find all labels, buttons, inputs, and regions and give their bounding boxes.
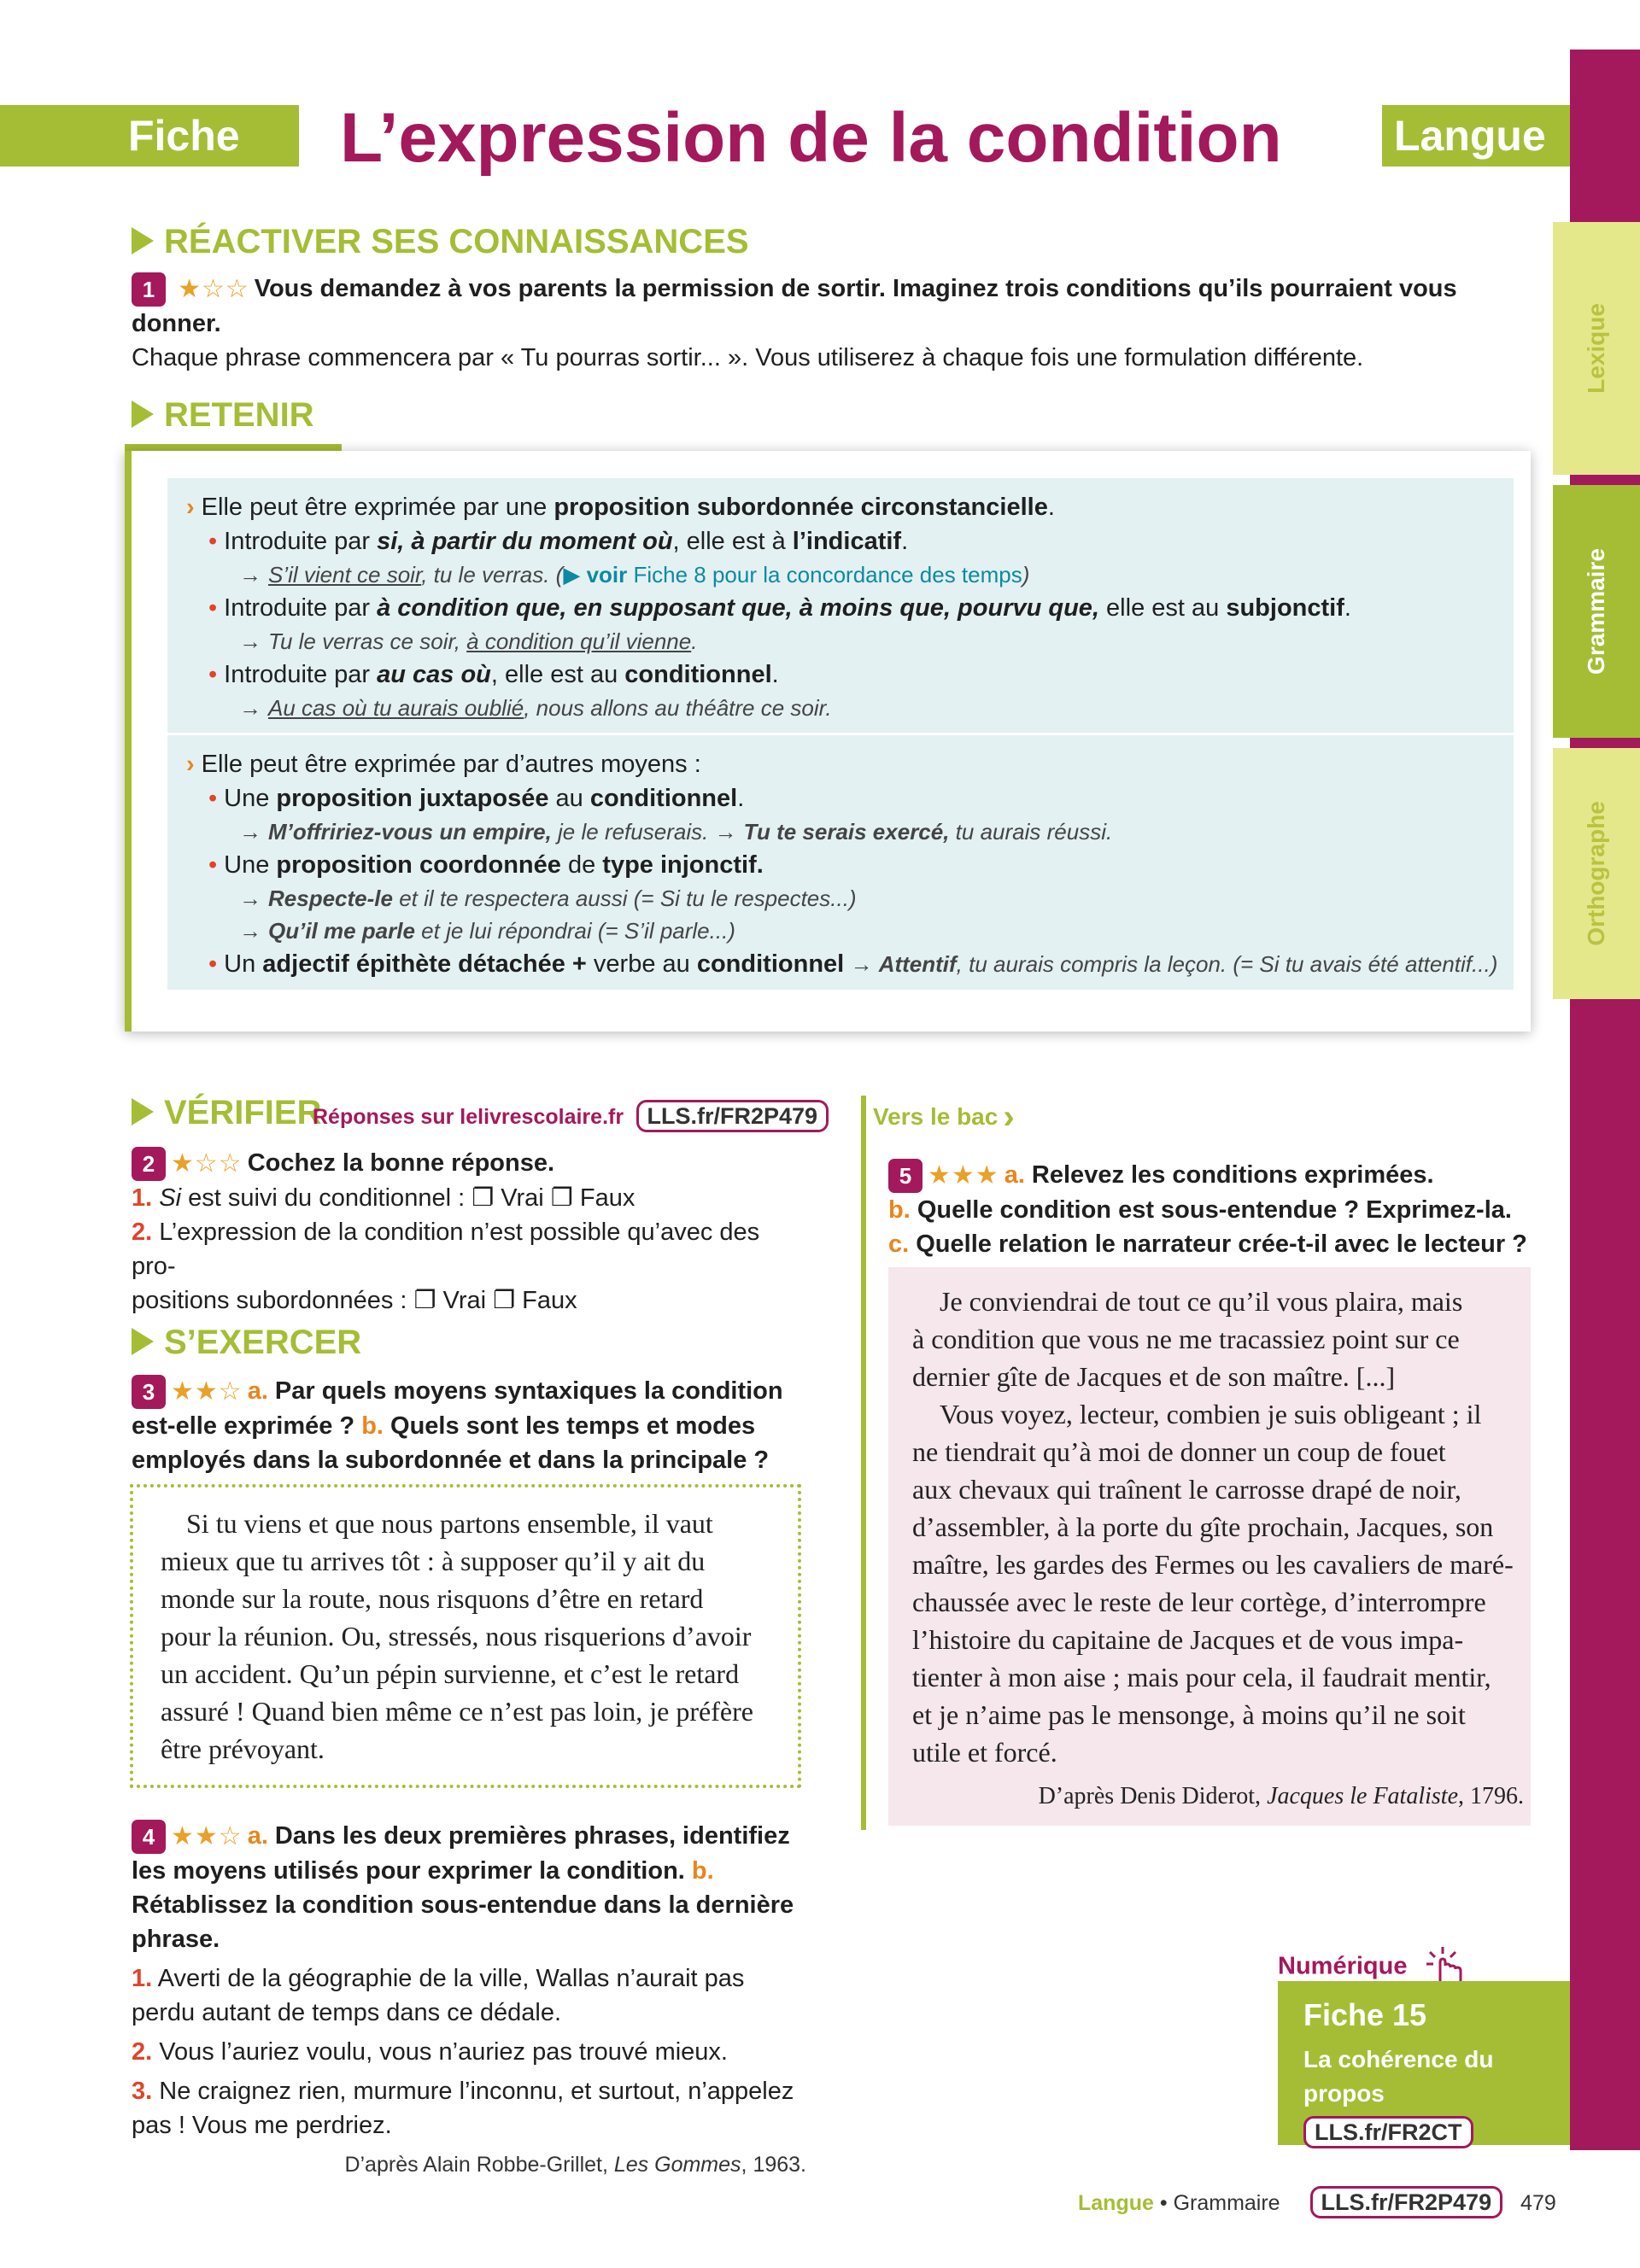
reactiver-heading (132, 220, 749, 263)
voir-link[interactable]: ▶ voir (563, 562, 628, 587)
list-item: 3. Ne craignez rien, murmure l’inconnu, et surtout, n’appelez pas ! Vous me perdriez. (132, 2078, 794, 2140)
rule-item: • Introduite par au cas où, elle est au conditionnel. (208, 661, 779, 688)
fiche-15-title: Fiche 15 (1303, 1997, 1427, 2032)
retenir-accent (125, 444, 342, 451)
rule-example: → S’il vient ce soir, tu le verras. (▶ voir Fiche 8 pour la concordance des temps) (239, 562, 1030, 587)
triangle-icon (132, 227, 154, 254)
retenir-content (167, 478, 1514, 990)
question-1: 1. Si est suivi du conditionnel : ❐ Vrai ❐ Faux (132, 1184, 636, 1213)
retenir-heading (132, 394, 314, 436)
bac-bar (861, 1096, 866, 1830)
lls-link[interactable]: LLS.fr/FR2P479 (636, 1100, 829, 1132)
rule-line: › Elle peut être exprimée par une proposition subordonnée circonstancielle. (186, 494, 1055, 521)
list-item: 2. Vous l’auriez voulu, vous n’auriez pas trouvé mieux. (132, 2038, 728, 2066)
section-badge: Langue (1382, 105, 1570, 167)
rule-item: • Introduite par si, à partir du moment où, elle est à l’indicatif. (208, 528, 909, 555)
triangle-icon (132, 400, 154, 428)
reactiver-heading-label: RÉACTIVER SES CONNAISSANCES (164, 223, 749, 260)
exercise-1 (132, 272, 1515, 375)
tab-grammaire[interactable] (1553, 485, 1640, 738)
retenir-part-1 (167, 478, 1514, 733)
tab-orthographe[interactable] (1553, 748, 1640, 999)
footer-section: Langue (1078, 2191, 1154, 2215)
source-credit: D’après Alain Robbe-Grillet, Les Gommes, 1963. (344, 2153, 806, 2177)
list-item: 1. Averti de la géographie de la ville, Wallas n’aurait pas perdu autant de temps dans ce dédale. (132, 1965, 745, 2027)
exercise-instruction: Cochez la bonne réponse. (247, 1149, 555, 1177)
page-title: L’expression de la condition (340, 99, 1282, 177)
rule-example: → Au cas où tu aurais oublié, nous allons au théâtre ce soir. (239, 695, 832, 721)
fiche-8-link[interactable]: Fiche 8 pour la concordance des temps (627, 562, 1022, 587)
exercer-heading-label: S’EXERCER (164, 1324, 362, 1361)
difficulty-stars-icon: ★★☆ (171, 1377, 243, 1406)
excerpt-text-diderot: Je conviendrai de tout ce qu’il vous plaira, mais à condition que vous ne me tracassiez point sur ce dernier gîte de Jacques et de son maître. [...] Vous voyez, lecteur, combien je suis obligeant ; il ne tiendrait qu’à moi de donner un coup de fouet aux chevaux qui traînent le carrosse drapé de noir, d’assembler, à la porte du gîte prochain, Jacques, son maître, les gardes des Fermes ou les cavaliers de maré- chaussée avec le reste de leur cortège, d’interrompre l’histoire du capitaine de Jacques et de vous impa- tienter à mon aise ; mais pour cela, il faudrait mentir, et je n’aime pas le mensonge, à moins qu’il ne soit utile et forcé. D’après Denis Diderot, Jacques le Fataliste, 1796. (912, 1283, 1524, 1815)
exercise-instruction: Vous demandez à vos parents la permission de sortir. Imaginez trois conditions qu’ils pourraient vous donner. (132, 275, 1457, 338)
difficulty-stars-icon: ★★★ (928, 1161, 999, 1190)
numerique-label: Numérique (1278, 1944, 1467, 1991)
difficulty-stars-icon: ★★☆ (171, 1822, 243, 1851)
question-2: 2. L’expression de la condition n’est possible qu’avec des pro- positions subordonnées : ❐ Vrai ❐ Faux (132, 1219, 760, 1315)
tab-grammaire-label: Grammaire (1583, 548, 1609, 675)
exercise-number: 2 (132, 1147, 166, 1181)
rule-example: → Qu’il me parle et je lui répondrai (= S’il parle...) (239, 918, 735, 944)
exercise-4: 4 ★★☆ a. Dans les deux premières phrases, identifiez les moyens utilisés pour exprimer la condition. b. Rétablissez la condition sous-entendue dans la dernière phrase. 1. Averti de la géographie de la ville, Wallas n’aurait pas perdu autant de temps dans ce dédale. 2. Vous l’auriez voulu, vous n’auriez pas trouvé mieux. 3. Ne craignez rien, murmure l’inconnu, et surtout, n’appelez pas ! Vous me perdriez. D’après Alain Robbe-Grillet, Les Gommes, 1963. (132, 1819, 806, 2182)
answers-line (313, 1100, 829, 1132)
source-credit: D’après Denis Diderot, Jacques le Fataliste, 1796. (1038, 1783, 1524, 1809)
fiche-badge: Fiche 14 (0, 105, 299, 167)
triangle-icon (132, 1328, 154, 1355)
difficulty-stars-icon: ★☆☆ (178, 275, 249, 304)
tab-orthographe-label: Orthographe (1583, 801, 1609, 946)
excerpt-text: Si tu viens et que nous partons ensemble, il vaut mieux que tu arrives tôt : à supposer qu’il y ait du monde sur la route, nous risquons d’être en retard pour la réunion. Ou, stressés, nous risquerions d’avoir un accident. Qu’un pépin survienne, et c’est le retard assuré ! Quand bien même ce n’est pas loin, je préfère être prévoyant. (161, 1508, 753, 1764)
difficulty-stars-icon: ★☆☆ (171, 1149, 243, 1178)
rule-item: • Une proposition coordonnée de type injonctif. (208, 851, 764, 879)
tab-lexique[interactable] (1553, 222, 1640, 475)
verifier-heading-label: VÉRIFIER (164, 1094, 322, 1131)
retenir-box (125, 451, 1531, 1032)
exercise-5: 5 ★★★ a. Relevez les conditions exprimées. b. Quelle condition est sous-entendue ? Exprimez-la. c. Quelle relation le narrateur crée-t-il avec le lecteur ? (888, 1158, 1546, 1261)
chevron-right-icon: › (1003, 1098, 1015, 1136)
rule-example: → M’offririez-vous un empire, je le refuserais. → Tu te serais exercé, tu aurais réussi. (239, 819, 1113, 845)
fiche-15-card[interactable] (1278, 1981, 1570, 2145)
rule-item: • Introduite par à condition que, en supposant que, à moins que, pourvu que, elle est au subjonctif. (208, 594, 1351, 622)
rule-item: • Une proposition juxtaposée au conditionnel. (208, 785, 745, 812)
rule-example: → Tu le verras ce soir, à condition qu’il vienne. (239, 628, 698, 654)
rule-example: → Respecte-le et il te respectera aussi (= Si tu le respectes...) (239, 886, 857, 911)
exercise-3: 3 ★★☆ a. Par quels moyens syntaxiques la condition est-elle exprimée ? b. Quels sont les temps et modes employés dans la subordonnée et dans la principale ? (132, 1374, 806, 1477)
exercise-number: 3 (132, 1375, 166, 1409)
exercise-text: Chaque phrase commencera par « Tu pourras sortir... ». Vous utiliserez à chaque fois une formulation différente. (132, 344, 1364, 372)
exercise-number: 5 (888, 1159, 922, 1193)
page-number: 479 (1520, 2191, 1556, 2215)
exercise-2 (132, 1146, 806, 1318)
exercise-number: 4 (132, 1820, 166, 1854)
verifier-heading (132, 1091, 321, 1134)
answers-link[interactable]: Réponses sur lelivrescolaire.fr (313, 1105, 624, 1129)
lls-link[interactable]: LLS.fr/FR2CT (1303, 2116, 1473, 2148)
tab-lexique-label: Lexique (1583, 303, 1609, 394)
bac-label: Vers le bac › (873, 1098, 1015, 1136)
exercise-number: 1 (132, 272, 166, 307)
rule-item: • Un adjectif épithète détachée + verbe au conditionnel → Attentif, tu aurais compris la leçon. (= Si tu avais été attentif...) (208, 950, 1498, 978)
page-footer: Langue • Grammaire LLS.fr/FR2P479 479 (1078, 2186, 1556, 2218)
rule-line: › Elle peut être exprimée par d’autres moyens : (186, 751, 701, 778)
retenir-part-2 (167, 733, 1514, 990)
fiche-15-subtitle: La cohérence du propos (1303, 2046, 1494, 2107)
exercer-heading (132, 1321, 361, 1364)
triangle-icon (132, 1098, 154, 1125)
footer-subsection: Grammaire (1173, 2191, 1280, 2215)
lls-link[interactable]: LLS.fr/FR2P479 (1310, 2186, 1503, 2218)
retenir-heading-label: RETENIR (164, 396, 314, 434)
